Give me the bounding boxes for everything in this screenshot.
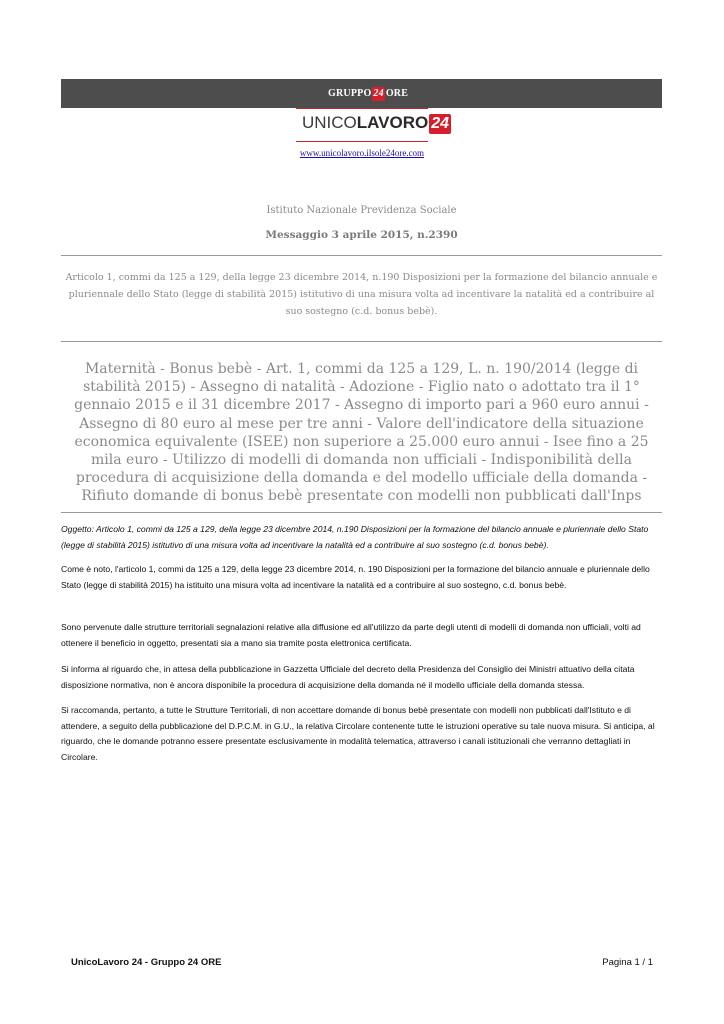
gruppo-24-ore-logo: GRUPPO 24 ORE [328, 88, 409, 99]
document-title: Maternità - Bonus bebè - Art. 1, commi da 125 a 129, L. n. 190/2014 (legge di stabilità 2015) - Assegno di natalità - Adozione - Figlio nato o adottato tra il 1° gennaio 2015 e il 31 dicembre 2017 - Assegno di importo pari a 960 euro annui - Assegno di 80 euro al mese per tre anni - Valore dell'indicatore della situazione economica equivalente (ISEE) non superiore a 25.000 euro annui - Isee fino a 25 mila euro - Utilizzo di modelli di domanda non ufficiali - Indisponibilità della procedura di acquisizione della domanda e del modello ufficiale della domanda - Rifiuto domande di bonus bebè presentate con modelli non pubblicati dall'Inps [74, 361, 649, 505]
footer-publisher: UnicoLavoro 24 - Gruppo 24 ORE [71, 957, 222, 968]
unicolavoro-logo: UNICOLAVORO 24 [302, 113, 450, 132]
message-heading: Messaggio 3 aprile 2015, n.2390 [265, 229, 458, 241]
article-reference: Articolo 1, commi da 125 a 129, della legge 23 dicembre 2014, n.190 Disposizioni per la formazione del bilancio annuale e pluriennale dello Stato (legge di stabilità 2015) istitutivo di una misura volta ad incentivare la natalità ed a contribuire al suo sostegno (c.d. bonus bebè). [65, 272, 658, 317]
body-paragraph: Si informa al riguardo che, in attesa della pubblicazione in Gazzetta Ufficiale del decreto della Presidenza del Consiglio dei Ministri attuativo della citata disposizione normativa, non è ancora disponibile la procedura di acquisizione della domanda né il modello ufficiale della domanda stessa. [61, 664, 635, 690]
divider [61, 512, 662, 513]
body-paragraph: Sono pervenute dalle strutture territoriali segnalazioni relative alla diffusione ed all'utilizzo da parte degli utenti di modelli di domanda non ufficiali, volti ad ottenere il beneficio in oggetto, presentati sia a mano sia tramite posta elettronica certificata. [61, 622, 641, 648]
site-link[interactable]: www.unicolavoro.ilsole24ore.com [299, 148, 425, 158]
body-paragraph: Come è noto, l'articolo 1, commi da 125 a 129, della legge 23 dicembre 2014, n. 190 Disposizioni per la formazione del bilancio annuale e pluriennale dello Stato (legge di stabilità 2015) ha istituito una misura volta ad incentivare la natalità ed a contribuire al suo sostegno, c.d. bonus bebè. [61, 564, 650, 590]
institute-name: Istituto Nazionale Previdenza Sociale [266, 205, 457, 216]
logo-bottom-rule [296, 141, 428, 142]
divider [61, 341, 662, 342]
body-paragraph: Si raccomanda, pertanto, a tutte le Strutture Territoriali, di non accettare domande di bonus bebè presentate con modelli non pubblicati dall'Istituto e di attendere, a seguito della pubblicazione del D.P.C.M. in G.U., la relativa Circolare contenente tutte le istruzioni operative su tale nuova misura. Si anticipa, al riguardo, che le domande potranno essere presentate esclusivamente in modalità telematica, attraverso i canali istituzionali che verranno dettagliati in Circolare. [61, 705, 655, 762]
footer-page-number: Pagina 1 / 1 [602, 957, 653, 968]
divider [61, 255, 662, 256]
subject-paragraph: Oggetto: Articolo 1, commi da 125 a 129, della legge 23 dicembre 2014, n.190 Disposizioni per la formazione del bilancio annuale e pluriennale dello Stato (legge di stabilità 2015) istitutivo di una misura volta ad incentivare la natalità ed a contribuire al suo sostegno (c.d. bonus bebè). [61, 524, 649, 550]
logo-top-rule [296, 108, 428, 109]
